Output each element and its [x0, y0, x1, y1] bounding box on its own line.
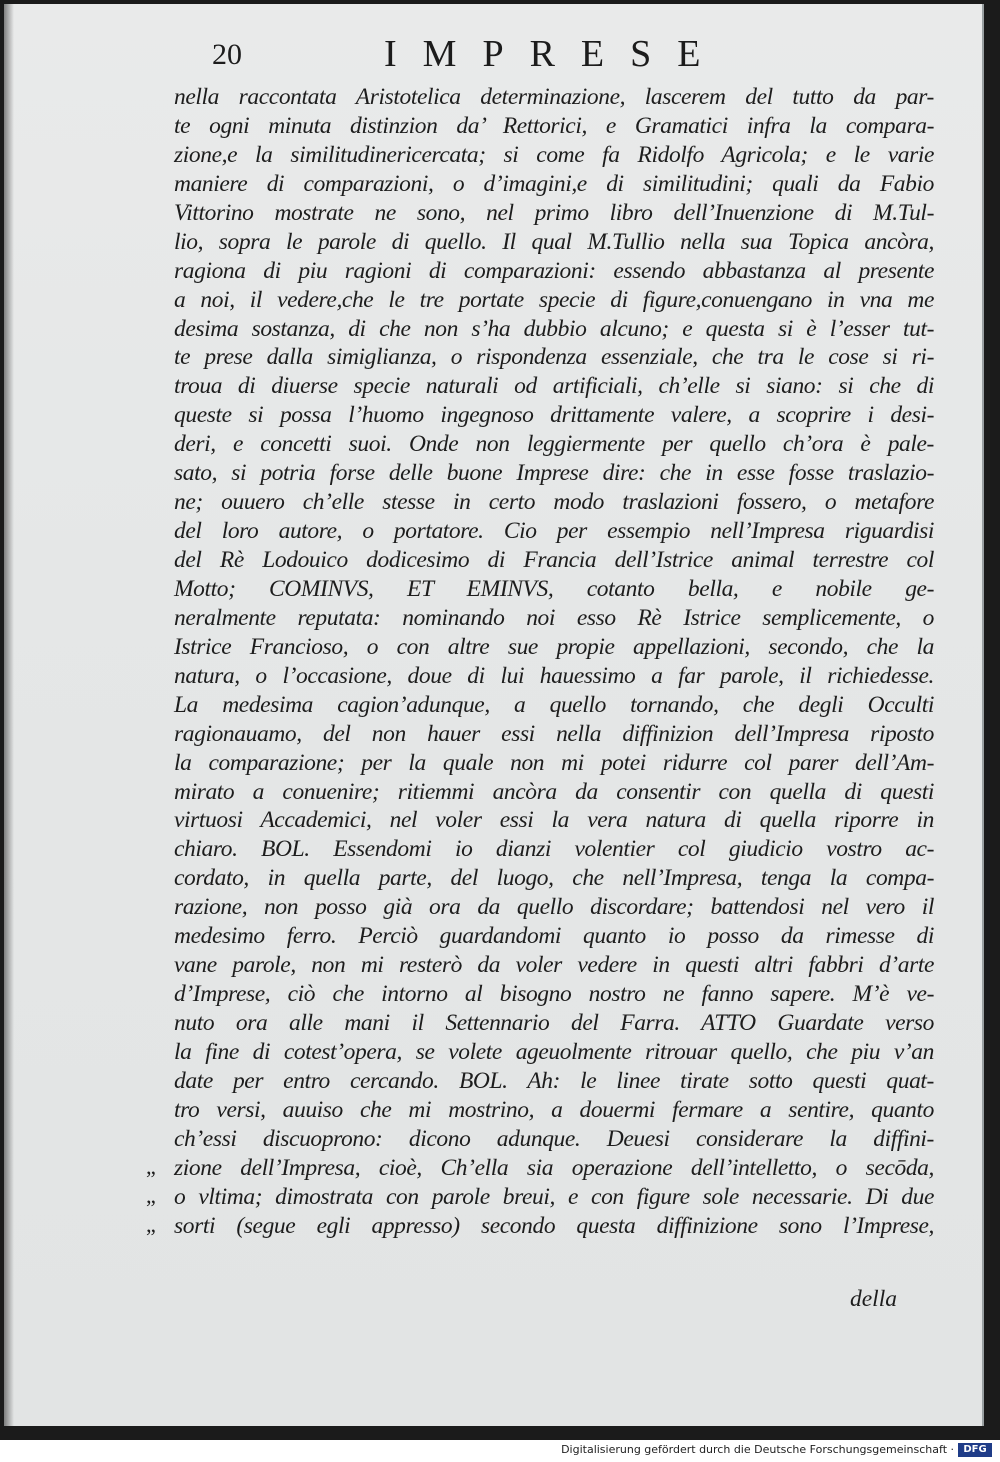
- text-line: virtuosi Accademici, nel voler essi la vera natura di quella riporre in: [174, 807, 934, 834]
- quote-mark: „: [146, 1182, 156, 1208]
- text-line: d’Imprese, ciò che intorno al bisogno nostro ne fanno sapere. M’è ve-: [174, 981, 934, 1008]
- text-line: neralmente reputata: nominando noi esso Rè Istrice semplicemente, o: [174, 604, 934, 631]
- text-line: la fine di cotest’opera, se volete ageuolmente ritrouar quello, che piu v’an: [174, 1038, 934, 1065]
- catchword: della: [850, 1286, 897, 1312]
- text-line: cordato, in quella parte, del luogo, che nell’Impresa, tenga la compa-: [174, 865, 934, 892]
- text-line: la comparazione; per la quale non mi potei ridurre col parer dell’Am-: [174, 749, 934, 776]
- text-line: nella raccontata Aristotelica determinazione, lascerem del tutto da par-: [174, 84, 934, 110]
- text-line: lio, sopra le parole di quello. Il qual M.Tullio nella sua Topica ancòra,: [174, 228, 934, 255]
- quoted-line-wrap: [146, 1211, 934, 1241]
- text-line: del loro autore, o portatore. Cio per essempio nell’Impresa riguardisi: [174, 518, 934, 545]
- text-line: desima sostanza, di che non s’ha dubbio alcuno; e questa si è l’esser tut-: [174, 315, 934, 342]
- running-title: IMPRESE: [384, 33, 727, 75]
- text-line: maniere di comparazioni, o d’imagini,e di similitudini; quali da Fabio: [174, 170, 934, 197]
- text-line: ragiona di piu ragioni di comparazioni: essendo abbastanza al presente: [174, 257, 934, 284]
- quoted-line-wrap: [146, 1153, 934, 1183]
- text-line: sorti (segue egli appresso) secondo questa diffinizione sono l’Imprese,: [174, 1212, 934, 1239]
- text-line: tro versi, auuiso che mi mostrino, a douermi fermare a sentire, quanto: [174, 1096, 934, 1123]
- text-line: zione dell’Impresa, cioè, Ch’ella sia operazione dell’intelletto, o secōda,: [174, 1154, 934, 1181]
- text-line: mirato a conuenire; ritiemmi ancòra da consentir con quella di questi: [174, 778, 934, 805]
- page-number: 20: [212, 38, 242, 71]
- text-line: Istrice Francioso, o con altre sue propie appellazioni, secondo, che la: [174, 633, 934, 660]
- text-line: razione, non posso già ora da quello discordare; battendosi nel vero il: [174, 894, 934, 921]
- text-line: chiaro. BOL. Essendomi io dianzi volentier col giudicio vostro ac-: [174, 836, 934, 863]
- text-line: ragionauamo, del non hauer essi nella diffinizion dell’Impresa riposto: [174, 720, 934, 747]
- footer-bar: [0, 1440, 1000, 1462]
- text-line: nuto ora alle mani il Settennario del Farra. ATTO Guardate verso: [174, 1010, 934, 1036]
- text-line: o vltima; dimostrata con parole breui, e con figure sole necessarie. Di due: [174, 1183, 934, 1210]
- quote-mark: „: [146, 1211, 156, 1237]
- spine-shadow: [4, 4, 14, 1426]
- text-line: sato, si potria forse delle buone Imprese dire: che in esse fosse traslazio-: [174, 460, 934, 487]
- text-line: vane parole, non mi resterò da voler vedere in questi altri fabbri d’arte: [174, 952, 934, 979]
- text-line: Motto; COMINVS, ET EMINVS, cotanto bella, e nobile ge-: [174, 575, 934, 602]
- funding-credit: Digitalisierung gefördert durch die Deutsche Forschungsgemeinschaft ·: [561, 1443, 954, 1456]
- text-line: deri, e concetti suoi. Onde non leggiermente per quello ch’ora è pale-: [174, 431, 934, 458]
- text-line: La medesima cagion’adunque, a quello tornando, che degli Occulti: [174, 691, 934, 718]
- body-text: [146, 83, 934, 1241]
- quote-mark: „: [146, 1153, 156, 1179]
- text-line: te prese dalla simiglianza, o rispondenza essenziale, che tra le cose si ri-: [174, 344, 934, 371]
- text-line: a noi, il vedere,che le tre portate specie di figure,conuengano in vna me: [174, 286, 934, 313]
- text-line: queste si possa l’huomo ingegnoso drittamente valere, a scoprire i desi-: [174, 402, 934, 429]
- text-line: date per entro cercando. BOL. Ah: le linee tirate sotto questi quat-: [174, 1067, 934, 1094]
- text-line: te ogni minuta distinzion da’ Rettorici, e Gramatici infra la compara-: [174, 112, 934, 139]
- text-line: ch’essi discuoprono: dicono adunque. Deuesi considerare la diffini-: [174, 1125, 934, 1152]
- text-line: zione,e la similitudinericercata; si come fa Ridolfo Agricola; e le varie: [174, 141, 934, 168]
- text-line: Vittorino mostrate ne sono, nel primo libro dell’Inuenzione di M.Tul-: [174, 199, 934, 226]
- dfg-logo-icon: DFG: [958, 1443, 992, 1457]
- text-line: medesimo ferro. Perciò guardandomi quanto io posso da rimesse di: [174, 923, 934, 950]
- book-page: [4, 4, 984, 1426]
- quoted-line-wrap: [146, 1182, 934, 1212]
- text-line: troua di diuerse specie naturali od artificiali, ch’elle si siano: si che di: [174, 373, 934, 400]
- text-line: natura, o l’occasione, doue di lui hauessimo a far parole, il richiedesse.: [174, 662, 934, 689]
- text-line: ne; ouuero ch’elle stesse in certo modo traslazioni fossero, o metafore: [174, 489, 934, 516]
- running-head: [4, 32, 984, 82]
- text-line: del Rè Lodouico dodicesimo di Francia dell’Istrice animal terrestre col: [174, 547, 934, 573]
